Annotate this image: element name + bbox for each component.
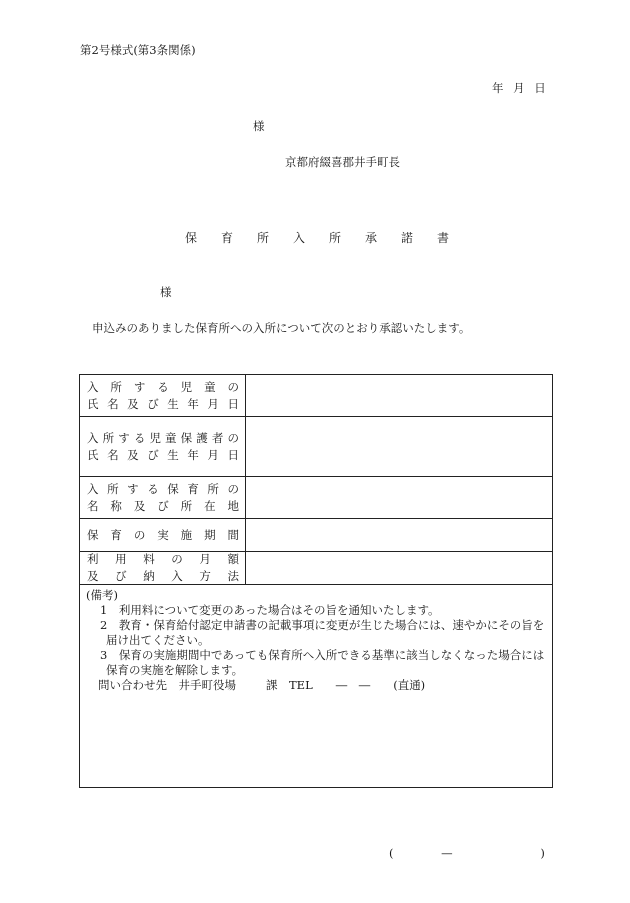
note-item: 2 教育・保育給付認定申請書の記載事項に変更が生じた場合には、速やかにその旨を bbox=[100, 618, 545, 632]
label-line: 利用料の月額 bbox=[87, 552, 239, 566]
label-line: 氏名及び生年月日 bbox=[87, 447, 239, 462]
issuer: 京都府綴喜郡井手町長 bbox=[285, 155, 400, 169]
table-row-period bbox=[80, 519, 552, 552]
label-line: 氏名及び生年月日 bbox=[87, 396, 239, 411]
value-cell-period[interactable] bbox=[246, 519, 552, 551]
row-label bbox=[80, 552, 246, 584]
approval-table bbox=[79, 374, 553, 788]
label-line: 入所する児童保護者の bbox=[87, 430, 239, 445]
label-line: 入所する児童の bbox=[87, 379, 239, 394]
contact-label: 問い合わせ先 井手町役場 bbox=[98, 678, 236, 692]
value-cell-nursery[interactable] bbox=[246, 477, 552, 518]
form-number: 第2号様式(第3条関係) bbox=[80, 43, 196, 57]
document-title: 保育所入所承諾書 bbox=[185, 231, 474, 245]
paren-dash: — bbox=[441, 846, 453, 860]
value-cell-child[interactable] bbox=[246, 375, 552, 416]
date-line: 年 月 日 bbox=[492, 81, 546, 95]
paren-close: ) bbox=[540, 846, 545, 860]
addressee-top: 様 bbox=[253, 119, 265, 133]
addressee-recipient: 様 bbox=[160, 285, 172, 299]
notes-section bbox=[80, 585, 552, 787]
paren-open: ( bbox=[389, 846, 394, 860]
table-row-guardian bbox=[80, 417, 552, 477]
contact-line bbox=[86, 678, 546, 693]
value-cell-fee[interactable] bbox=[246, 552, 552, 584]
table-row-child bbox=[80, 375, 552, 417]
note-item-continuation: 届け出てください。 bbox=[106, 633, 210, 647]
row-label bbox=[80, 519, 246, 551]
table-row-fee bbox=[80, 552, 552, 585]
label-line: 入所する保育所の bbox=[87, 481, 239, 496]
contact-tel: 課 TEL ― ― (直通) bbox=[266, 678, 426, 692]
note-item-continuation: 保育の実施を解除します。 bbox=[106, 663, 244, 677]
table-row-nursery bbox=[80, 477, 552, 519]
label-line: 名称及び所在地 bbox=[87, 498, 239, 513]
row-label bbox=[80, 477, 246, 518]
note-item: 1 利用料について変更のあった場合はその旨を通知いたします。 bbox=[100, 603, 440, 617]
value-cell-guardian[interactable] bbox=[246, 417, 552, 476]
row-label bbox=[80, 375, 246, 416]
bottom-parenthetical bbox=[389, 846, 545, 860]
label-line: 保育の実施期間 bbox=[87, 527, 239, 542]
row-label bbox=[80, 417, 246, 476]
notes-heading: (備考) bbox=[86, 588, 118, 602]
label-line: 及び納入方法 bbox=[87, 569, 239, 583]
note-item: 3 保育の実施期間中であっても保育所へ入所できる基準に該当しなくなった場合には bbox=[100, 648, 545, 662]
intro-text: 申込みのありました保育所への入所について次のとおり承認いたします。 bbox=[92, 321, 471, 335]
